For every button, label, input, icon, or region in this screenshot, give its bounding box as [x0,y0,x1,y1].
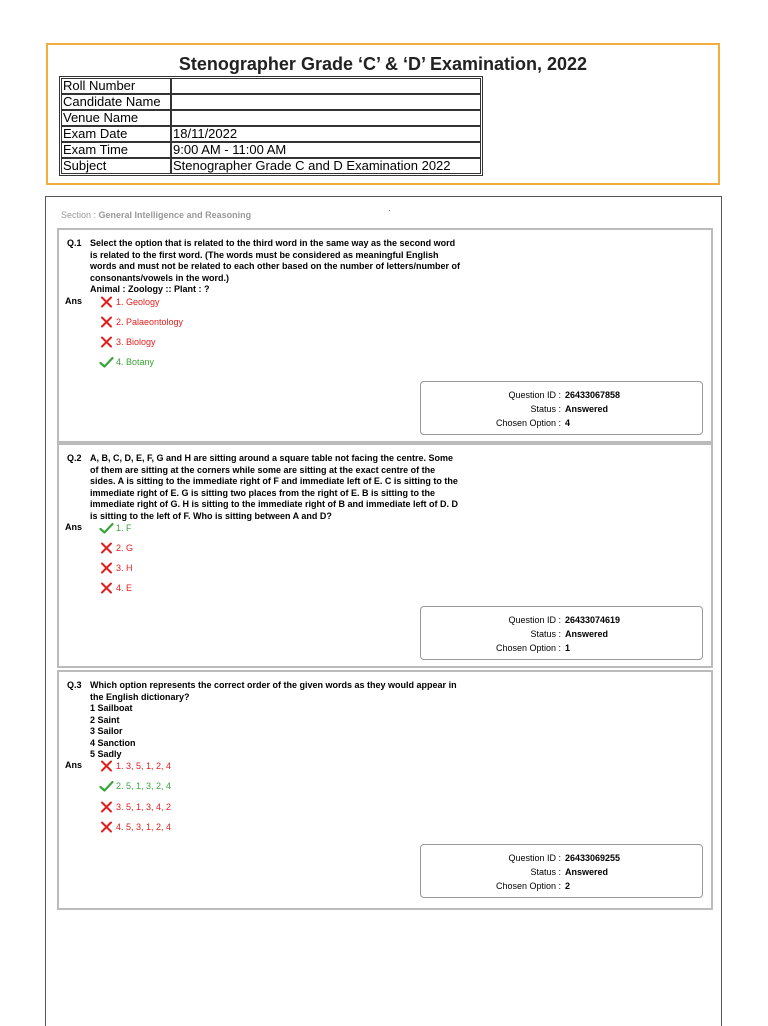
question-line: immediate right of E. G is sitting two places from the right of E. B is sitting to the [90,487,436,498]
info-row-candidate-name [61,94,481,110]
ans-label: Ans [65,760,83,770]
question-id-label: Question ID : [508,853,561,863]
question-line: is related to the first word. (The words must be considered as meaningful English [90,249,439,260]
question-line: Which option represents the correct order of the given words as they would appear in [90,680,457,690]
answer-option [99,356,154,368]
option-text: 3. Biology [116,337,156,347]
cross-icon [99,296,114,308]
question-line: 5 Sadly [90,749,122,759]
question-info-card [420,381,703,435]
status-value: Answered [565,629,609,639]
question-number: Q.2 [67,453,82,463]
info-label: Exam Date [61,126,171,142]
question-info-card [420,606,703,660]
info-row-exam-time [61,142,481,158]
question-id-value: 26433067858 [565,390,621,400]
cross-icon [99,821,114,833]
cross-icon [99,801,114,813]
option-text: 2. G [116,543,134,553]
chosen-option-row [421,642,702,654]
check-icon [99,522,114,534]
cross-icon [99,760,114,772]
option-text: 2. 5, 1, 3, 2, 4 [116,781,172,791]
answer-option [99,821,171,833]
answer-option [99,582,132,594]
question-text [90,680,520,761]
status-label: Status : [530,867,561,877]
status-value: Answered [565,867,609,877]
section-name: General Intelligence and Reasoning [98,210,252,220]
chosen-option-label: Chosen Option : [495,643,561,653]
question-line: the English dictionary? [90,691,190,702]
check-icon [99,356,114,368]
answer-option [99,801,171,813]
info-value [171,94,481,110]
question-line: 2 Saint [90,714,120,725]
answer-option [99,296,160,308]
cross-icon [99,542,114,554]
option-text: 1. 3, 5, 1, 2, 4 [116,761,172,771]
question-panel [57,228,713,443]
question-line: Animal : Zoology :: Plant : ? [90,284,210,294]
question-line: words and must not be related to each other based on the number of letters/number of [90,261,461,271]
exam-title: Stenographer Grade ‘C’ & ‘D’ Examination, 2022 [178,54,588,74]
chosen-option-row [421,417,702,429]
info-row-roll-number [61,78,481,94]
question-line: of them are sitting at the corners while some are sitting at the exact centre of the [90,464,436,475]
response-sheet [45,196,722,1026]
answer-option [99,760,171,772]
info-row-exam-date [61,126,481,142]
chosen-option-value: 2 [565,881,571,891]
question-id-value: 26433074619 [565,615,621,625]
info-value: 18/11/2022 [171,126,481,142]
question-number: Q.1 [67,238,82,248]
status-row [421,628,702,640]
option-text: 3. H [116,563,133,573]
status-label: Status : [530,404,561,414]
option-text: 1. Geology [116,297,160,307]
status-label: Status : [530,629,561,639]
info-value [171,78,481,94]
answer-option [99,316,183,328]
chosen-option-value: 1 [565,643,571,653]
info-value: Stenographer Grade C and D Examination 2022 [171,158,481,174]
info-label: Roll Number [61,78,171,94]
info-label: Candidate Name [61,94,171,110]
answer-option [99,780,171,792]
question-id-label: Question ID : [508,390,561,400]
question-line: Select the option that is related to the third word in the same way as the second word [90,238,456,248]
check-icon [99,780,114,792]
info-row-subject [61,158,481,174]
question-line: immediate right of G. H is sitting to the immediate right of B and immediate left of D. D [90,499,459,509]
option-text: 3. 5, 1, 3, 4, 2 [116,802,172,812]
status-row [421,866,702,878]
question-id-value: 26433069255 [565,853,621,863]
section-heading [61,210,251,220]
chosen-option-label: Chosen Option : [495,881,561,891]
status-row [421,403,702,415]
ans-label: Ans [65,296,83,306]
question-id-row [421,614,702,626]
question-info-card [420,844,703,898]
option-text: 4. 5, 3, 1, 2, 4 [116,822,172,832]
candidate-info-table [59,76,483,176]
question-text [90,453,520,522]
info-label: Subject [61,158,171,174]
info-value [171,110,481,126]
question-panel [57,670,713,910]
question-text [90,238,520,296]
question-line: sides. A is sitting to the immediate right of F and immediate left of E. C is sitting to the [90,476,458,486]
answer-option [99,542,133,554]
question-line: 4 Sanction [90,737,136,748]
answer-option [99,336,156,348]
answer-option [99,522,132,534]
page-dot: · [388,206,391,215]
option-text: 4. E [116,583,133,593]
question-id-row [421,389,702,401]
cross-icon [99,582,114,594]
section-prefix: Section : [61,210,99,220]
info-value: 9:00 AM - 11:00 AM [171,142,481,158]
option-text: 1. F [116,523,132,533]
question-id-label: Question ID : [508,615,561,625]
chosen-option-row [421,880,702,892]
question-number: Q.3 [67,680,82,690]
info-row-venue-name [61,110,481,126]
question-line: 1 Sailboat [90,703,133,713]
chosen-option-label: Chosen Option : [495,418,561,428]
question-line: is sitting to the left of F. Who is sitting between A and D? [90,510,332,521]
ans-label: Ans [65,522,83,532]
cross-icon [99,336,114,348]
question-id-row [421,852,702,864]
question-line: consonants/vowels in the word.) [90,272,230,283]
question-line: A, B, C, D, E, F, G and H are sitting around a square table not facing the centre. Some [90,453,454,463]
option-text: 2. Palaeontology [116,317,184,327]
status-value: Answered [565,404,609,414]
info-label: Exam Time [61,142,171,158]
cross-icon [99,562,114,574]
question-line: 3 Sailor [90,726,123,736]
option-text: 4. Botany [116,357,155,367]
chosen-option-value: 4 [565,418,571,428]
exam-header [46,43,720,185]
answer-option [99,562,133,574]
question-panel [57,443,713,668]
cross-icon [99,316,114,328]
info-label: Venue Name [61,110,171,126]
